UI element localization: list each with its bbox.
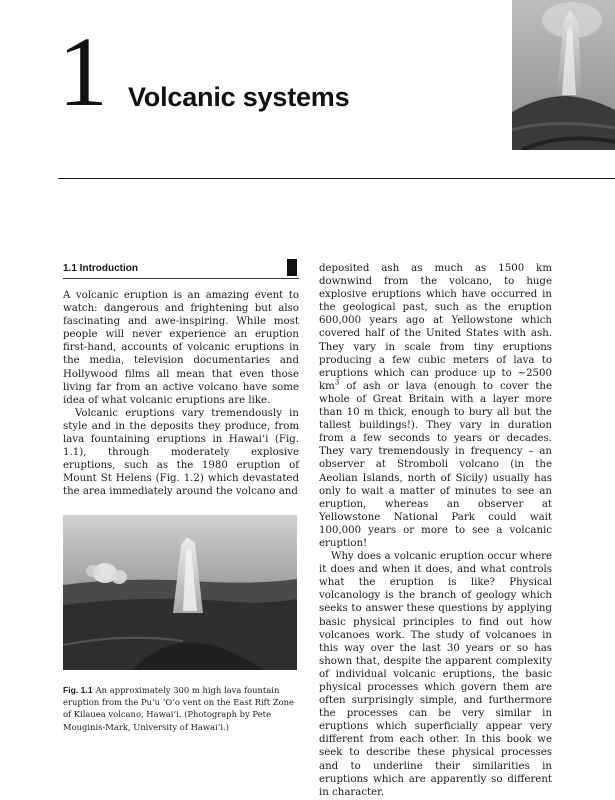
right-column xyxy=(319,262,552,799)
figure-caption-text: An approximately 300 m high lava fountain eruption from the Puʻu ʻOʻo vent on the East Rift Zone of Kilauea volcano, Hawaiʻi. (Photograph by Pete Mouginis-Mark, University of Hawaiʻi.) xyxy=(63,685,294,732)
section-marker xyxy=(287,259,297,276)
chapter-number: 1 xyxy=(58,16,108,127)
figure-label: Fig. 1.1 xyxy=(63,685,93,695)
paragraph-text: of ash or lava (enough to cover the whole of Great Britain with a layer more than 10 m thick, enough to bury all but the tallest buildings!). They vary in duration from a few seconds to years or decades. They vary tremendously in frequency – an observer at Stromboli volcano (in the Aeolian Islands, north of Sicily) usually has only to wait a matter of minutes to see an eruption, whereas an observer at Yellowstone National Park could wait 100,000 years or more to see a volcanic eruption! xyxy=(319,380,552,549)
superscript: 3 xyxy=(334,378,340,387)
header-eruption-photo xyxy=(512,0,615,150)
paragraph: Volcanic eruptions vary tremendously in style and in the deposits they produce, from lava fountaining eruptions in Hawaiʻi (Fig. 1.1), through moderately explosive eruptions, such as the 1980 eruption of Mount St Helens (Fig. 1.2) which devastated the area immediately around the volcano and xyxy=(63,407,299,498)
figure-photo xyxy=(63,515,297,670)
paragraph: A volcanic eruption is an amazing event to watch: dangerous and frightening but also fascinating and awe-inspiring. While most people will never experience an eruption first-hand, accounts of volcanic eruptions in the media, television documentaries and Hollywood films all mean that even those living far from an active volcano have some idea of what volcanic eruptions are like. xyxy=(63,290,299,406)
paragraph: Why does a volcanic eruption occur where it does and when it does, and what controls what the eruption is like? Physical volcanology is the branch of geology which seeks to answer these questions by applying basic physical principles to find out how volcanoes work. The study of volcanoes in this way over the last 30 years or so has shown that, despite the apparent complexity of individual volcanic eruptions, the basic physical processes which govern them are often surprisingly simple, and furthermore the processes can be very similar in eruptions which superficially appear very different from each other. In this book we seek to describe these physical processes and to underline their similarities in eruptions which are apparently so different in character. xyxy=(319,551,552,798)
paragraph-text: deposited ash as much as 1500 km downwind from the volcano, to huge explosive eruptions which have occurred in the geological past, such as the eruption 600,000 years ago at Yellowstone which covered half of the United States with ash. They vary in scale from tiny eruptions producing a few cubic meters of lava to eruptions which can produce up to ~2500 km xyxy=(319,263,552,392)
chapter-title: Volcanic systems xyxy=(128,82,350,112)
left-column xyxy=(63,289,299,499)
header-rule xyxy=(58,178,615,179)
section-heading: 1.1 Introduction xyxy=(63,263,138,274)
figure-caption xyxy=(63,684,299,733)
paragraph xyxy=(319,262,552,550)
section-rule xyxy=(63,278,299,279)
